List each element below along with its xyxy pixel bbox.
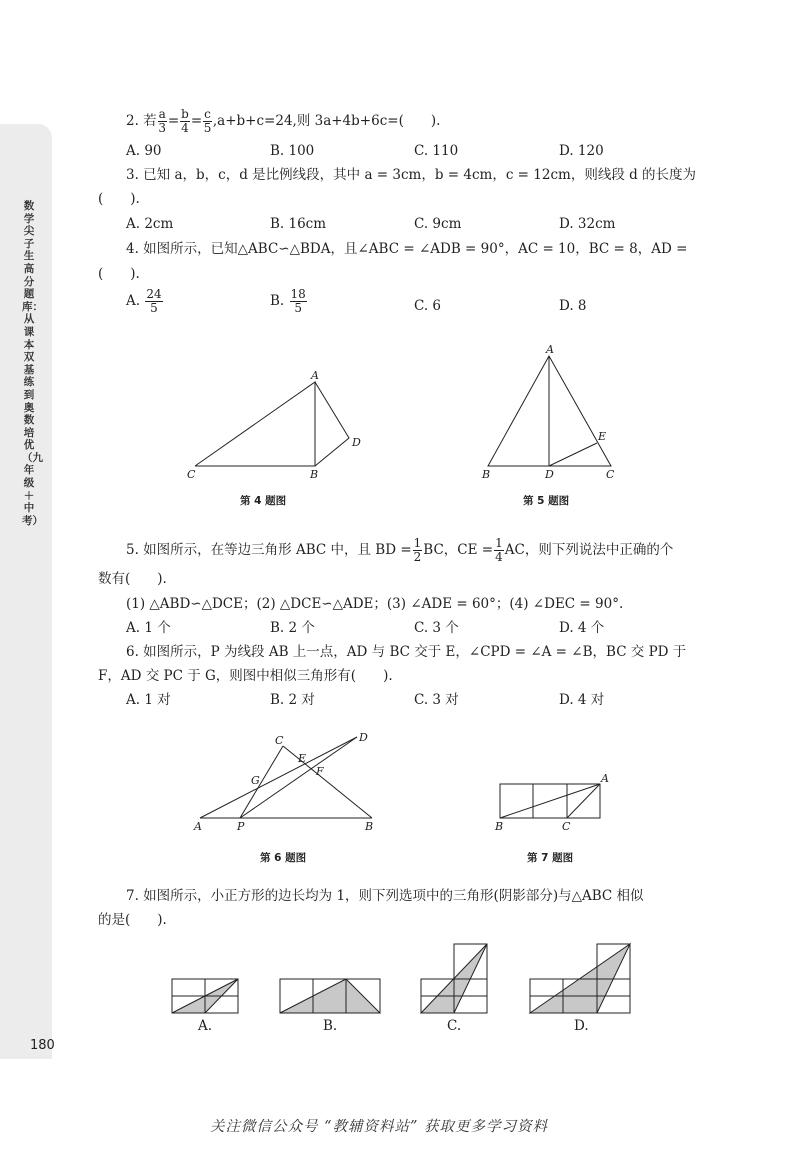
q7-option-b-label: B. (323, 1018, 338, 1034)
fig6-label-d: D (359, 731, 368, 744)
q2-option-d: D. 120 (559, 143, 604, 159)
question-3-stem: 3. 已知 a，b，c，d 是比例线段，其中 a = 3cm，b = 4cm，c = 12cm，则线段 d 的长度为 (126, 167, 697, 183)
book-title-vertical: 数学尖子生高分题库：从课本双基练到奥数培优（九年级＋中考） (22, 200, 43, 527)
q3-option-c: C. 9cm (414, 216, 462, 232)
q7-option-a-label: A. (198, 1018, 213, 1034)
fig5-label-e: E (598, 430, 607, 443)
fig6-label-a: A (194, 820, 202, 833)
q3-option-b: B. 16cm (270, 216, 327, 232)
q4-option-b: B. $\frac{18}{5}$ (270, 287, 306, 315)
fig4-label-c: C (187, 468, 196, 481)
fig7-label-a: A (601, 772, 609, 785)
q6-option-a: A. 1 对 (126, 692, 171, 708)
q5-option-d: D. 4 个 (559, 620, 605, 636)
q2-option-a: A. 90 (126, 143, 162, 159)
fig6-label-c: C (275, 734, 284, 747)
fig5-label-c: C (606, 468, 615, 481)
question-5-statements: (1) △ABD∽△DCE；(2) △DCE∽△ADE；(3) ∠ADE = 60°；(4) ∠DEC = 90°. (126, 596, 624, 612)
q3-option-d: D. 32cm (559, 216, 616, 232)
question-4-stem-cont: ( ). (98, 266, 140, 282)
figure-5-caption: 第 5 题图 (523, 495, 570, 507)
fig6-label-e: E (298, 752, 307, 765)
q7-option-d-label: D. (574, 1018, 589, 1034)
q5-option-b: B. 2 个 (270, 620, 315, 636)
footer-note: 关注微信公众号 “教辅资料站” 获取更多学习资料 (210, 1119, 549, 1135)
fig4-label-b: B (310, 468, 319, 481)
q5-option-a: A. 1 个 (126, 620, 171, 636)
fig7-label-c: C (562, 820, 571, 833)
fig4-label-d: D (352, 436, 361, 449)
q4-option-d: D. 8 (559, 298, 587, 314)
q2-option-c: C. 110 (414, 143, 459, 159)
question-7-stem: 7. 如图所示，小正方形的边长均为 1，则下列选项中的三角形(阴影部分)与△ABC 相似 (126, 888, 644, 904)
figure-4-caption: 第 4 题图 (240, 495, 287, 507)
question-4-stem: 4. 如图所示，已知△ABC∽△BDA，且∠ABC = ∠ADB = 90°，AC = 10，BC = 8，AD = (126, 241, 688, 257)
fig6-label-p: P (237, 820, 245, 833)
q7-figure-c (421, 944, 487, 1013)
page-number: 180 (30, 1038, 55, 1053)
q6-option-b: B. 2 对 (270, 692, 315, 708)
question-6-stem: 6. 如图所示，P 为线段 AB 上一点，AD 与 BC 交于 E，∠CPD = ∠A = ∠B，BC 交 PD 于 (126, 644, 687, 660)
fig5-label-b: B (482, 468, 491, 481)
q6-option-d: D. 4 对 (559, 692, 605, 708)
fig4-label-a: A (311, 369, 319, 382)
q7-option-c-label: C. (447, 1018, 462, 1034)
figure-6-caption: 第 6 题图 (260, 852, 307, 864)
fig6-label-f: F (316, 765, 324, 778)
question-7-stem-cont: 的是( ). (98, 912, 167, 928)
figure-7-caption: 第 7 题图 (527, 852, 574, 864)
fig6-label-g: G (251, 774, 260, 787)
q5-option-c: C. 3 个 (414, 620, 459, 636)
fig5-label-a: A (546, 343, 554, 356)
q7-figure-b (280, 979, 380, 1013)
question-5-stem: 5. 如图所示，在等边三角形 ABC 中，且 BD = $\frac{1}{2}$ BC，CE = $\frac{1}{4}$ AC，则下列说法中正确的个 (126, 536, 674, 564)
q2-option-b: B. 100 (270, 143, 315, 159)
q6-option-c: C. 3 对 (414, 692, 459, 708)
question-5-stem-cont: 数有( ). (98, 571, 167, 587)
q4-option-c: C. 6 (414, 298, 442, 314)
fig6-label-b: B (365, 820, 374, 833)
q7-figure-a (172, 979, 238, 1013)
question-2-stem: 2. 若 $\frac{a}{3}$ = $\frac{b}{4}$ = $\frac{c}{5}$ ,a+b+c=24,则 3a+4b+6c=( ). (126, 107, 441, 135)
q7-figure-d (530, 944, 630, 1013)
fig5-label-d: D (545, 468, 554, 481)
question-6-stem-cont: F，AD 交 PC 于 G，则图中相似三角形有( ). (98, 668, 393, 684)
q4-option-a: A. $\frac{24}{5}$ (126, 287, 162, 315)
fig7-label-b: B (495, 820, 504, 833)
q3-option-a: A. 2cm (126, 216, 174, 232)
question-3-stem-cont: ( ). (98, 191, 140, 207)
